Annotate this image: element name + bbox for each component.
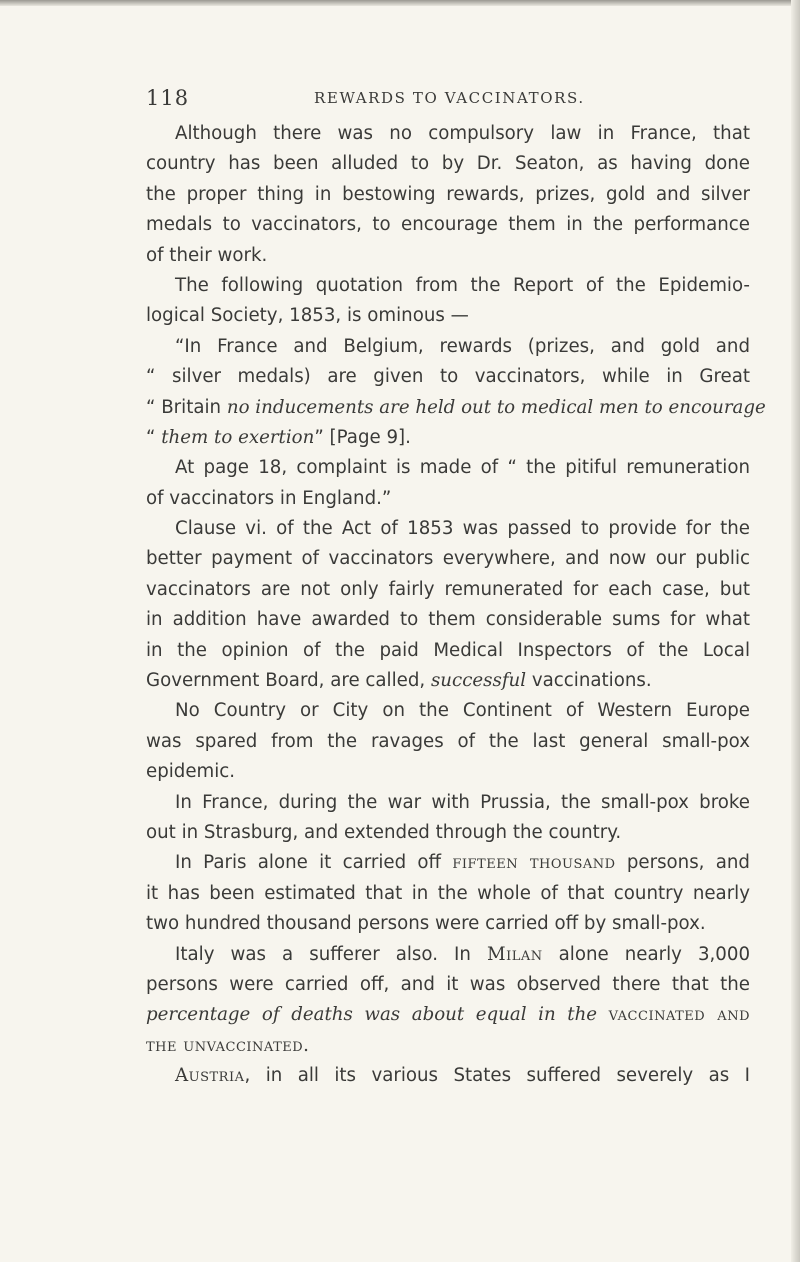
text-run: alone nearly 3,000	[542, 943, 751, 965]
text-line	[146, 848, 750, 878]
text-line: logical Society, 1853, is ominous —	[146, 305, 469, 327]
page-top-edge-shadow	[0, 0, 800, 6]
body-text	[146, 119, 766, 1092]
text-line: “In France and Belgium, rewards (prizes, and gold and	[175, 335, 750, 357]
page-number: 118	[146, 86, 190, 110]
text-run: persons, and	[615, 852, 750, 874]
text-run: vaccinations.	[526, 670, 652, 692]
small-caps-text: Austria	[175, 1065, 245, 1087]
text-line	[146, 940, 750, 970]
text-line	[146, 1061, 750, 1091]
text-line	[146, 666, 750, 696]
text-line: “ silver medals) are given to vaccinators, while in Great	[146, 366, 750, 388]
text-line: medals to vaccinators, to encourage them in the performance	[146, 214, 750, 236]
text-line: vaccinators are not only fairly remunerated for each case, but	[146, 578, 750, 600]
text-line: of their work.	[146, 244, 268, 266]
text-line: The following quotation from the Report of the Epidemio-	[175, 274, 750, 296]
text-line	[146, 1000, 750, 1030]
italic-text: successful	[430, 670, 527, 692]
text-line	[146, 423, 750, 453]
running-head: REWARDS TO VACCINATORS.	[314, 89, 585, 107]
text-run: “	[146, 426, 162, 448]
page-header	[146, 86, 748, 110]
text-line: it has been estimated that in the whole of that country nearly	[146, 882, 750, 904]
text-line	[146, 393, 766, 423]
text-line: Clause vi. of the Act of 1853 was passed to provide for the	[175, 518, 750, 540]
small-caps-text: fifteen thousand	[452, 852, 616, 874]
text-line: the unvaccinated.	[146, 1034, 310, 1056]
page-right-edge-shadow	[791, 0, 800, 1262]
text-run: ” [Page 9].	[314, 426, 411, 448]
text-line: persons were carried off, and it was observed there that the	[146, 973, 750, 995]
text-line: was spared from the ravages of the last general small-pox	[146, 730, 750, 752]
text-line: Although there was no compulsory law in France, that	[175, 123, 750, 144]
small-caps-text: Milan	[486, 943, 543, 965]
text-line: the proper thing in bestowing rewards, prizes, gold and silver	[146, 183, 750, 205]
small-caps-text: vaccinated and	[608, 1004, 750, 1026]
text-run: , in all its various States suffered severely as I	[244, 1065, 750, 1087]
text-line: country has been alluded to by Dr. Seaton, as having done	[146, 153, 750, 175]
text-line: in addition have awarded to them considerable sums for what	[146, 609, 750, 631]
italic-text: percentage of deaths was about equal in the	[146, 1004, 609, 1026]
text-line: epidemic.	[146, 761, 236, 783]
text-line: At page 18, complaint is made of “ the pitiful remuneration	[175, 457, 750, 479]
text-line: No Country or City on the Continent of Western Europe	[175, 700, 750, 722]
text-run: In Paris alone it carried off	[175, 852, 453, 874]
text-line: In France, during the war with Prussia, the small-pox broke	[175, 791, 750, 813]
italic-text: them to exertion	[161, 426, 315, 448]
text-line: out in Strasburg, and extended through the country.	[146, 821, 622, 843]
text-run: Government Board, are called,	[146, 670, 431, 692]
text-run: Italy was a sufferer also. In	[175, 943, 487, 965]
text-line: of vaccinators in England.”	[146, 487, 392, 509]
text-run: “ Britain	[146, 396, 227, 418]
text-line: in the opinion of the paid Medical Inspectors of the Local	[146, 639, 750, 661]
text-line: two hundred thousand persons were carried off by small-pox.	[146, 913, 706, 935]
italic-text: no inducements are held out to medical men to encourage	[226, 396, 766, 418]
text-line: better payment of vaccinators everywhere, and now our public	[146, 548, 750, 570]
